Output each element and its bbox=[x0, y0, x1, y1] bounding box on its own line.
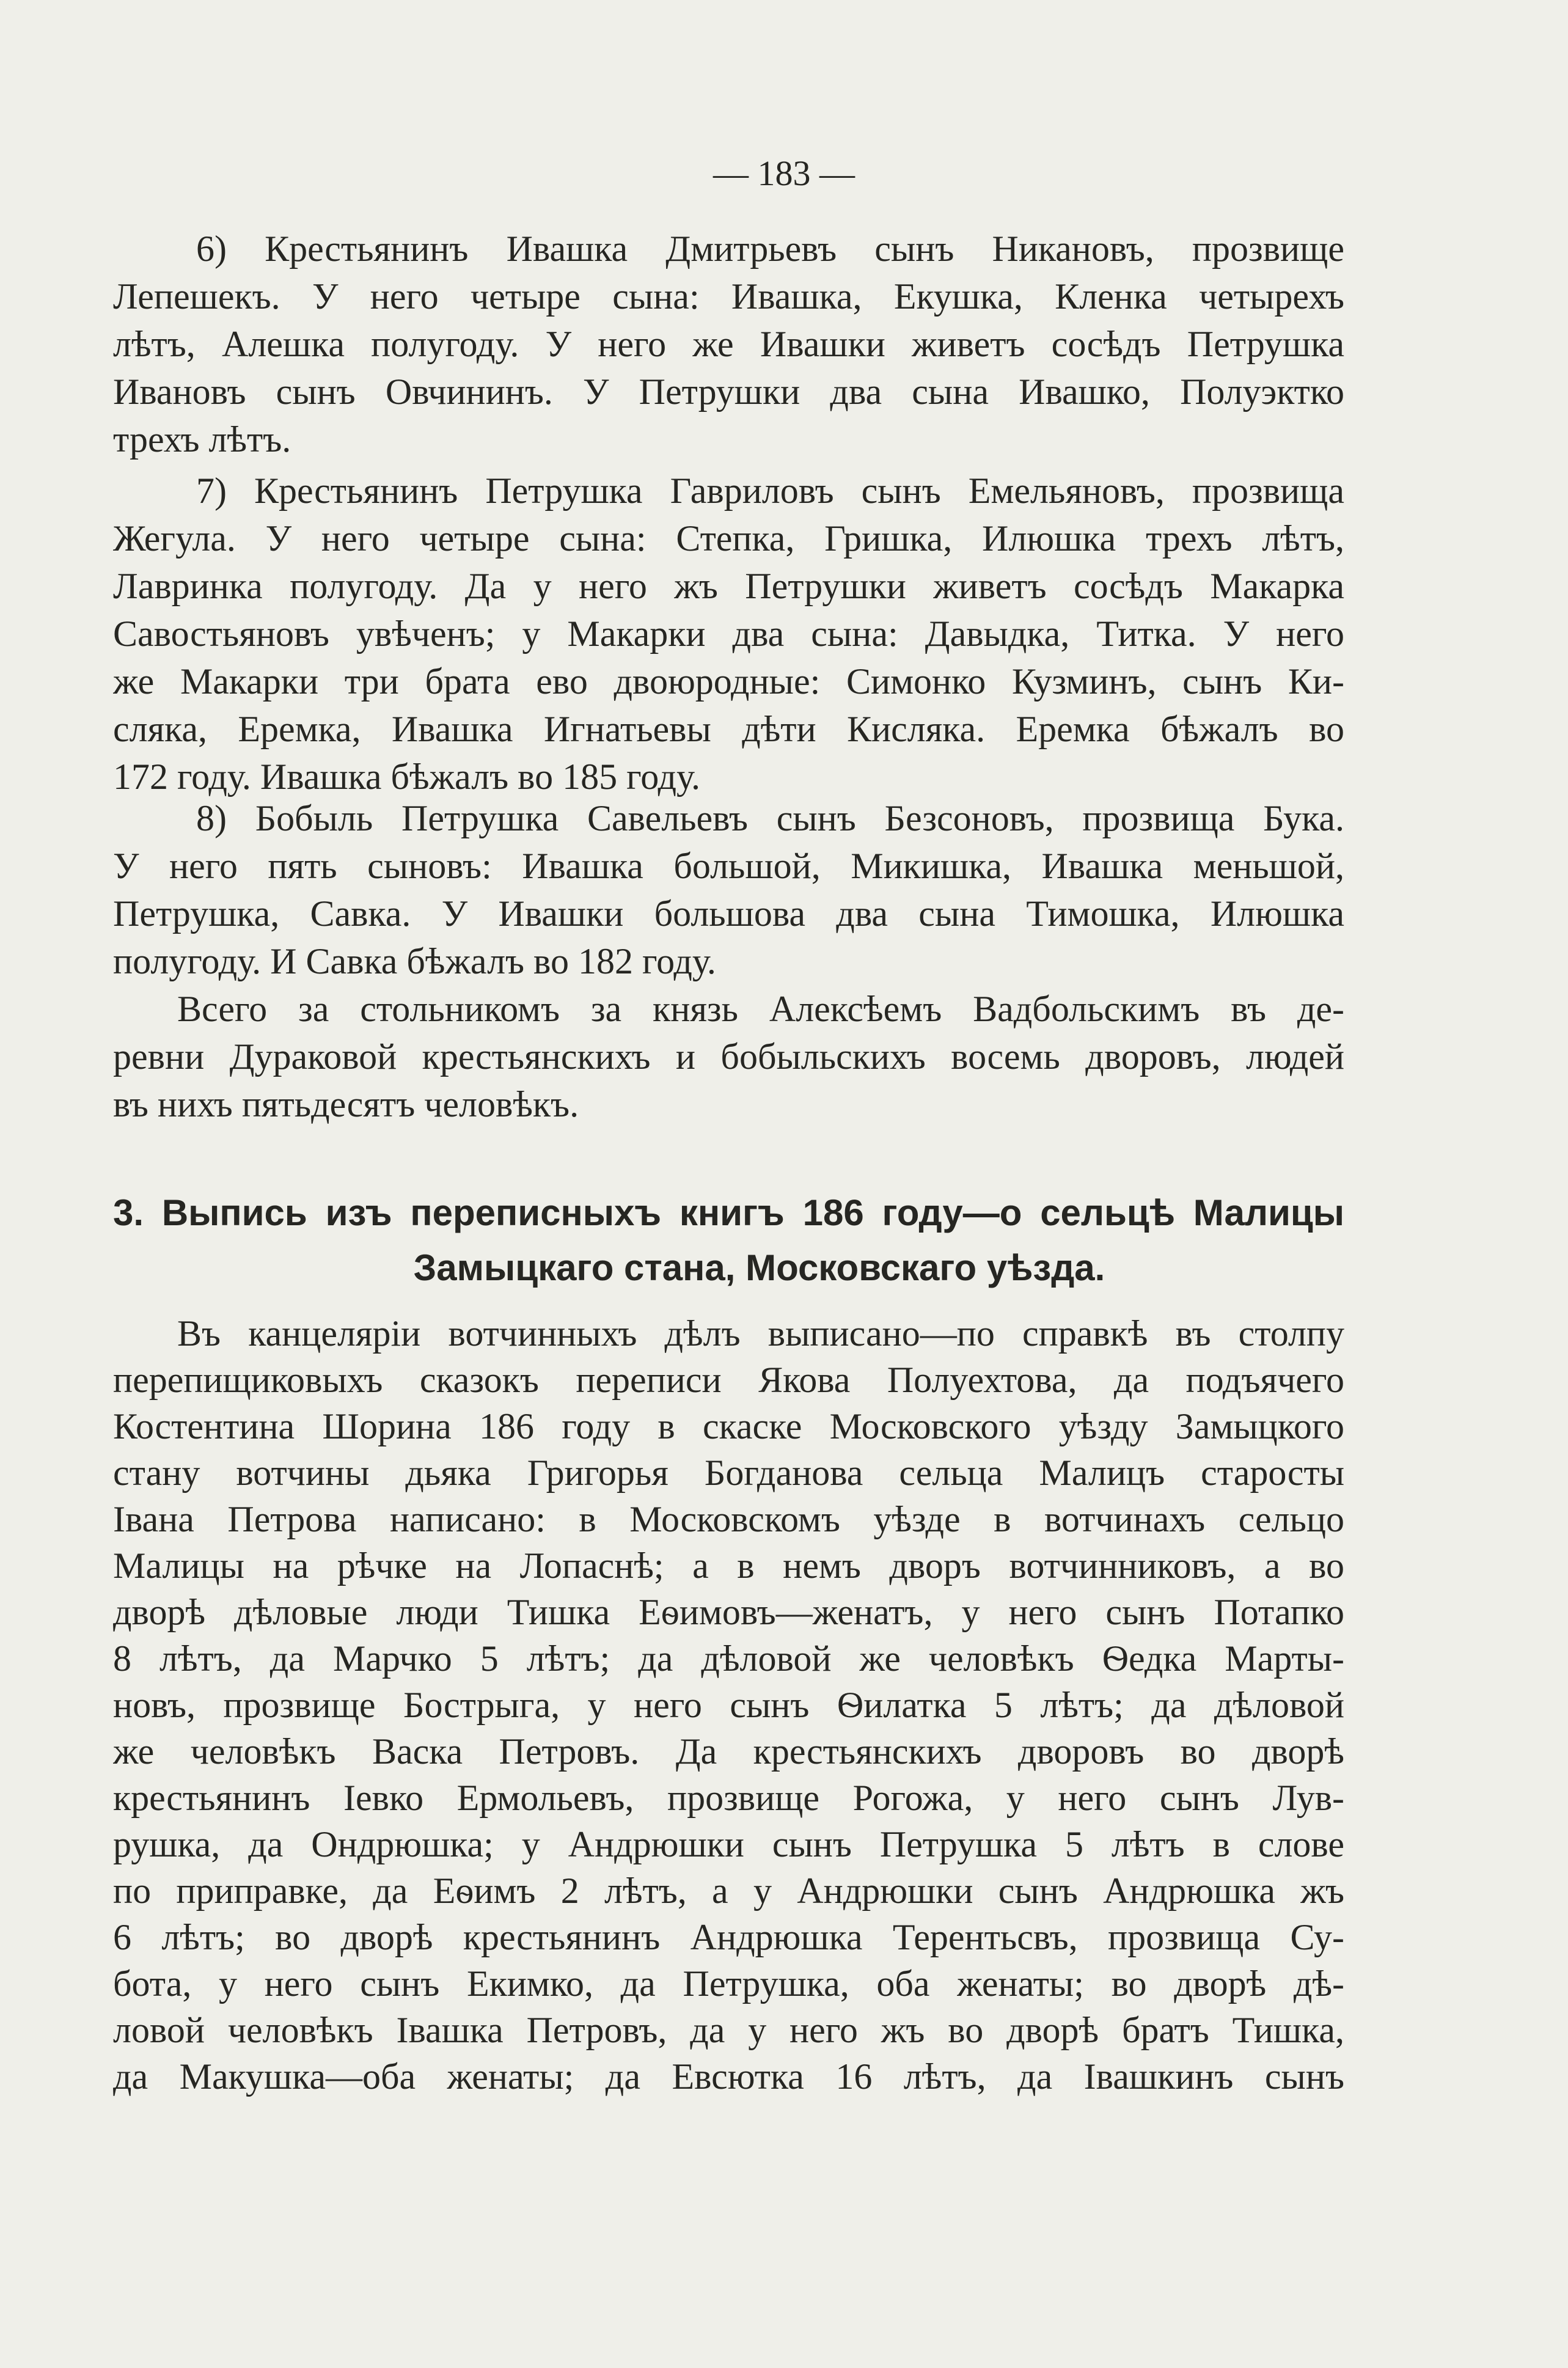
text-line: Ивановъ сынъ Овчининъ. У Петрушки два сына Ивашко, Полуэктко bbox=[113, 372, 1344, 412]
text-line: стану вотчины дьяка Григорья Богданова сельца Малицъ старосты bbox=[113, 1453, 1344, 1493]
text-line: новъ, прозвище Бострыга, у него сынъ Ѳилатка 5 лѣтъ; да дѣловой bbox=[113, 1685, 1344, 1725]
text-line: ловой человѣкъ Івашка Петровъ, да у него жъ во дворѣ братъ Тишка, bbox=[113, 2010, 1344, 2050]
text-line: У него пять сыновъ: Ивашка большой, Микишка, Ивашка меньшой, bbox=[113, 846, 1344, 886]
text-line: трехъ лѣтъ. bbox=[113, 419, 291, 460]
text-line: бота, у него сынъ Екимко, да Петрушка, оба женаты; во дворѣ дѣ- bbox=[113, 1963, 1344, 2004]
text-line: крестьянинъ Іевко Ермольевъ, прозвище Рогожа, у него сынъ Лув- bbox=[113, 1778, 1344, 1818]
text-line: да Макушка—оба женаты; да Евсютка 16 лѣтъ, да Івашкинъ сынъ bbox=[113, 2056, 1344, 2097]
text-line: 6) Крестьянинъ Ивашка Дмитрьевъ сынъ Никановъ, прозвище bbox=[196, 229, 1344, 269]
section-heading-line: Замыцкаго стана, Московскаго уѣзда. bbox=[413, 1247, 1105, 1288]
text-line: 6 лѣтъ; во дворѣ крестьянинъ Андрюшка Терентьсвъ, прозвища Су- bbox=[113, 1917, 1344, 1957]
text-line: сляка, Еремка, Ивашка Игнатьевы дѣти Кисляка. Еремка бѣжалъ во bbox=[113, 709, 1344, 749]
text-line: Всего за стольникомъ за князь Алексѣемъ Вадбольскимъ въ де- bbox=[177, 989, 1344, 1029]
text-line: Малицы на рѣчке на Лопаснѣ; а в немъ дворъ вотчинниковъ, а во bbox=[113, 1545, 1344, 1586]
text-line: въ нихъ пятьдесятъ человѣкъ. bbox=[113, 1084, 579, 1124]
text-line: по приправке, да Еѳимъ 2 лѣтъ, а у Андрюшки сынъ Андрюшка жъ bbox=[113, 1871, 1344, 1911]
text-line: Лавринка полугоду. Да у него жъ Петрушки живетъ сосѣдъ Макарка bbox=[113, 566, 1344, 606]
text-line: лѣтъ, Алешка полугоду. У него же Ивашки живетъ сосѣдъ Петрушка bbox=[113, 324, 1344, 364]
text-line: же Макарки три брата ево двоюродные: Симонко Кузминъ, сынъ Ки- bbox=[113, 661, 1344, 702]
text-line: Въ канцеляріи вотчинныхъ дѣлъ выписано—по справкѣ въ столпу bbox=[177, 1313, 1344, 1354]
text-line: полугоду. И Савка бѣжалъ во 182 году. bbox=[113, 941, 716, 981]
text-line: Савостьяновъ увѣченъ; у Макарки два сына: Давыдка, Титка. У него bbox=[113, 614, 1344, 654]
text-line: Жегула. У него четыре сына: Степка, Гришка, Илюшка трехъ лѣтъ, bbox=[113, 518, 1344, 559]
text-line: 8 лѣтъ, да Марчко 5 лѣтъ; да дѣловой же человѣкъ Ѳедка Марты- bbox=[113, 1638, 1344, 1679]
text-line: перепищиковыхъ сказокъ переписи Якова Полуехтова, да подъячего bbox=[113, 1360, 1344, 1400]
text-line: 172 году. Ивашка бѣжалъ во 185 году. bbox=[113, 757, 700, 797]
text-line: Костентина Шорина 186 году в скаске Московского уѣзду Замыцкого bbox=[113, 1406, 1344, 1446]
text-line: же человѣкъ Васка Петровъ. Да крестьянскихъ дворовъ во дворѣ bbox=[113, 1731, 1344, 1772]
section-heading-line: 3. Выпись изъ переписныхъ книгъ 186 году—о сельцѣ Малицы bbox=[113, 1192, 1344, 1233]
text-line: Лепешекъ. У него четыре сына: Ивашка, Екушка, Кленка четырехъ bbox=[113, 276, 1344, 317]
page-number: — 183 — bbox=[713, 153, 855, 193]
text-line: 7) Крестьянинъ Петрушка Гавриловъ сынъ Емельяновъ, прозвища bbox=[196, 471, 1344, 511]
text-line: дворѣ дѣловые люди Тишка Еѳимовъ—женатъ, у него сынъ Потапко bbox=[113, 1592, 1344, 1632]
text-line: ревни Дураковой крестьянскихъ и бобыльскихъ восемь дворовъ, людей bbox=[113, 1036, 1344, 1077]
text-line: рушка, да Ондрюшка; у Андрюшки сынъ Петрушка 5 лѣтъ в слове bbox=[113, 1824, 1344, 1864]
text-line: Петрушка, Савка. У Ивашки большова два сына Тимошка, Илюшка bbox=[113, 893, 1344, 934]
text-line: 8) Бобыль Петрушка Савельевъ сынъ Безсоновъ, прозвища Бука. bbox=[196, 798, 1344, 838]
text-line: Івана Петрова написано: в Московскомъ уѣзде в вотчинахъ сельцо bbox=[113, 1499, 1344, 1539]
